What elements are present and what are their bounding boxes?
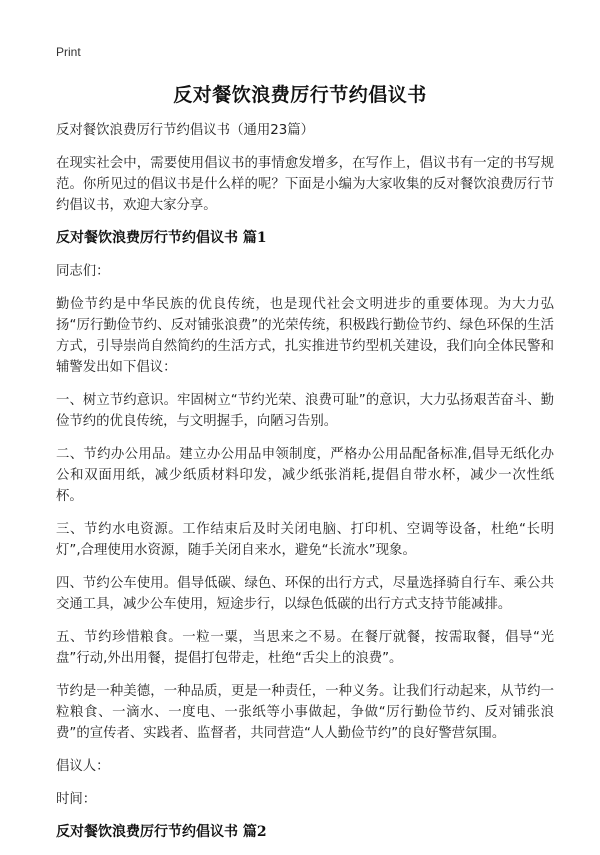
body-paragraph: 一、树立节约意识。牢固树立“节约光荣、浪费可耻”的意识，大力弘扬艰苦奋斗、勤俭节约的优良传统，与文明握手，向陋习告别。	[56, 393, 554, 429]
time-label: 时间：	[56, 792, 97, 807]
body-paragraph: 勤俭节约是中华民族的优良传统，也是现代社会文明进步的重要体现。为大力弘扬“厉行勤俭节约、反对铺张浪费”的光荣传统，积极践行勤俭节约、绿色环保的生活方式，引导崇尚自然简约的生活方式，扎实推进节约型机关建设，我们向全体民警和辅警发出如下倡议：	[56, 297, 554, 375]
body-paragraph: 二、节约办公用品。建立办公用品申领制度，严格办公用品配备标准,倡导无纸化办公和双面用纸，减少纸质材料印发，减少纸张消耗,提倡自带水杯，减少一次性纸杯。	[56, 447, 554, 504]
page-title: 反对餐饮浪费厉行节约倡议书	[173, 84, 427, 106]
body-paragraph: 四、节约公车使用。倡导低碳、绿色、环保的出行方式，尽量选择骑自行车、乘公共交通工具，减少公车使用，短途步行，以绿色低碳的出行方式支持节能减排。	[56, 576, 554, 612]
section-heading-2: 反对餐饮浪费厉行节约倡议书 篇2	[56, 824, 267, 840]
section-heading-1: 反对餐饮浪费厉行节约倡议书 篇1	[56, 230, 267, 246]
body-paragraph: 五、节约珍惜粮食。一粒一粟，当思来之不易。在餐厅就餐，按需取餐，倡导“光盘”行动,外出用餐，提倡打包带走，杜绝“舌尖上的浪费”。	[56, 630, 554, 666]
document-subtitle: 反对餐饮浪费厉行节约倡议书（通用23篇）	[56, 123, 315, 138]
initiator-label: 倡议人：	[56, 759, 110, 774]
body-paragraph: 三、节约水电资源。工作结束后及时关闭电脑、打印机、空调等设备，杜绝“长明灯”,合理使用水资源，随手关闭自来水，避免“长流水”现象。	[56, 522, 554, 558]
document-body	[56, 120, 554, 855]
print-link[interactable]: Print	[56, 45, 81, 59]
intro-paragraph: 在现实社会中，需要使用倡议书的事情愈发增多，在写作上，倡议书有一定的书写规范。你所见过的倡议书是什么样的呢？下面是小编为大家收集的反对餐饮浪费厉行节约倡议书，欢迎大家分享。	[56, 156, 554, 213]
body-paragraph: 节约是一种美德，一种品质，更是一种责任，一种义务。让我们行动起来，从节约一粒粮食、一滴水、一度电、一张纸等小事做起，争做“厉行勤俭节约、反对铺张浪费”的宣传者、实践者、监督者，共同营造“人人勤俭节约”的良好警营氛围。	[56, 684, 554, 741]
greeting: 同志们：	[56, 264, 110, 279]
